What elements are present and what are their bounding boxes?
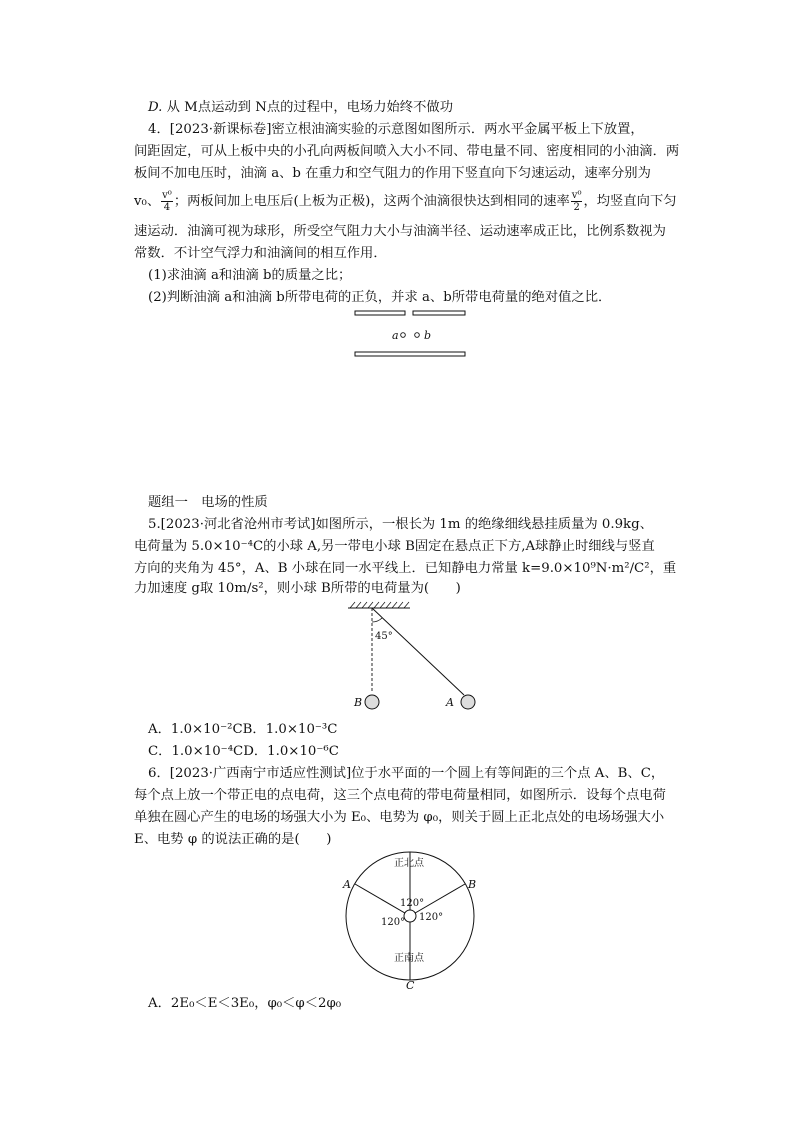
q4-line4-end: ，均竖直向下匀 [583,194,677,209]
q4-v0: v₀、 [134,194,161,209]
angle-right-label: 120° [419,912,444,923]
angle-top-label: 120° [400,898,425,909]
ball-a [461,695,475,709]
q4-frac1-den: 4 [163,202,171,213]
ceiling-hatching [348,602,410,608]
angle-arc [372,618,382,622]
ball-b [365,695,379,709]
q6-option-a: A．2E₀＜E＜3E₀，φ₀＜φ＜2φ₀ [148,996,342,1011]
q3-option-d-letter: D. [148,100,163,115]
thread [372,608,464,695]
q4-line-2: 间距固定，可从上板中央的小孔向两板间喷入大小不同、带电量不同、密度相同的小油滴．两 [134,144,680,159]
q4-frac2-num: v⁰ [571,190,582,201]
droplet-a-label: a [392,329,399,342]
ball-a-label: A [446,696,454,709]
bottom-plate [355,352,465,356]
droplet-b [415,333,420,338]
center-circle [404,910,416,922]
south-point-label: 正南点 [394,953,424,964]
angle-left-label: 120° [381,917,406,928]
top-plate-right [413,311,465,315]
q6-circle-figure [330,848,490,993]
point-b-label: B [468,878,477,891]
q5-options-cd: C．1.0×10⁻⁴CD．1.0×10⁻⁶C [148,744,339,759]
q4-line4-mid: ；两板间加上电压后(上板为正极)，这两个油滴很快达到相同的速率 [173,194,570,209]
angle-label: 45° [375,631,393,642]
q4-sub-question-2: (2)判断油滴 a和油滴 b所带电荷的正负，并求 a、b所带电荷量的绝对值之比． [148,290,612,305]
q6-line-3: 单独在圆心产生的电场的场强大小为 E₀、电势为 φ₀，则关于圆上正北点处的电场场强大小 [134,810,665,825]
q4-line-1: 4．[2023·新课标卷]密立根油滴实验的示意图如图所示．两水平金属平板上下放置， [148,122,644,137]
q6-line-1: 6．[2023·广西南宁市适应性测试]位于水平面的一个圆上有等间距的三个点 A、B、C， [148,766,665,781]
q4-line-4 [134,188,677,216]
ball-b-label: B [354,696,363,709]
q4-sub-question-1: (1)求油滴 a和油滴 b的质量之比； [148,268,352,283]
q4-frac1-num: v⁰ [162,190,172,201]
q4-fraction-v0-over-2 [571,190,583,213]
section-title: 题组一 电场的性质 [148,495,268,510]
north-point-label: 正北点 [394,858,424,869]
q5-line-4: 力加速度 g取 10m/s²，则小球 B所带的电荷量为( ) [134,581,461,596]
q3-option-d [148,98,453,118]
q5-line-3: 方向的夹角为 45°，A、B 小球在同一水平线上．已知静电力常量 k=9.0×10⁹N·m²/C²，重 [134,561,677,576]
q4-frac2-den: 2 [573,202,580,213]
droplet-b-label: b [424,329,432,342]
q6-line-4: E、电势 φ 的说法正确的是( ) [134,832,332,847]
q6-line-2: 每个点上放一个带正电的点电荷，这三个点电荷的带电荷量相同，如图所示．设每个点电荷 [134,788,666,803]
top-plate-left [355,311,405,315]
q4-plates-figure [350,305,470,360]
point-a-label: A [343,878,351,891]
droplet-a [401,333,406,338]
q5-line-1: 5.[2023·河北省沧州市考试]如图所示，一根长为 1m 的绝缘细线悬挂质量为 0.9kg、 [148,517,653,532]
q5-pendulum-figure [340,598,490,718]
q4-line-3: 板间不加电压时，油滴 a、b 在重力和空气阻力的作用下竖直向下匀速运动，速率分别为 [134,166,651,181]
q5-options-ab: A．1.0×10⁻²CB．1.0×10⁻³C [148,722,338,737]
q3-option-d-text: 从 M点运动到 N点的过程中，电场力始终不做功 [166,100,453,115]
q4-fraction-v0-over-4 [161,190,173,213]
q5-line-2: 电荷量为 5.0×10⁻⁴C的小球 A,另一带电小球 B固定在悬点正下方,A球静止时细线与竖直 [134,539,655,554]
q4-line-6: 常数．不计空气浮力和油滴间的相互作用． [134,246,387,261]
point-c-label: C [406,979,415,992]
q4-line-5: 速运动．油滴可视为球形，所受空气阻力大小与油滴半径、运动速率成正比，比例系数视为 [134,224,666,239]
